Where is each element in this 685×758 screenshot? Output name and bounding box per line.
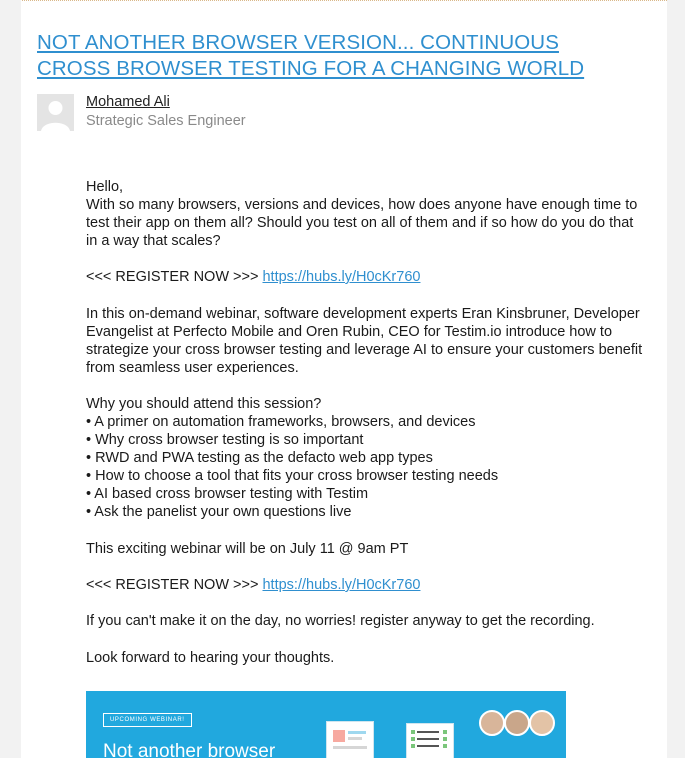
banner-tag: UPCOMING WEBINAR! (103, 713, 192, 727)
description-paragraph: In this on-demand webinar, software development experts Eran Kinsbruner, Developer Evangelist at Perfecto Mobile and Oren Rubin, CEO for Testim.io introduce how to strategize your cross browser testing and leverage AI to ensure your customers benefit from seamless user experiences. (86, 306, 643, 376)
webinar-banner[interactable] (86, 691, 566, 758)
intro-block (86, 178, 646, 250)
register-prefix: <<< REGISTER NOW >>> (86, 269, 263, 285)
profile-card-illustration (326, 721, 374, 758)
list-card-icon (407, 724, 453, 758)
register-link[interactable]: https://hubs.ly/H0cKr760 (262, 577, 421, 593)
bullet-item: • Why cross browser testing is so important (86, 432, 364, 448)
profile-card-icon (327, 722, 373, 758)
bullet-item: • Ask the panelist your own questions live (86, 504, 352, 520)
author-avatar[interactable] (37, 94, 74, 131)
author-name-link[interactable]: Mohamed Ali (86, 94, 170, 110)
recording-note: If you can't make it on the day, no worries! register anyway to get the recording. (86, 613, 595, 629)
register-prefix: <<< REGISTER NOW >>> (86, 577, 263, 593)
person-placeholder-icon (37, 94, 74, 131)
list-card-illustration (406, 723, 454, 758)
greeting: Hello, (86, 179, 124, 195)
bullet-item: • How to choose a tool that fits your cross browser testing needs (86, 468, 499, 484)
banner-title: Not another browser (103, 741, 276, 758)
schedule-text: This exciting webinar will be on July 11 @ 9am PT (86, 541, 409, 557)
register-line-2 (86, 576, 646, 594)
register-line-1 (86, 268, 646, 286)
presenter-avatar (529, 710, 555, 736)
why-heading: Why you should attend this session? (86, 396, 322, 412)
register-link[interactable]: https://hubs.ly/H0cKr760 (262, 269, 421, 285)
presenter-avatar (504, 710, 530, 736)
closing-text: Look forward to hearing your thoughts. (86, 650, 335, 666)
right-frame (667, 0, 685, 758)
bullet-item: • A primer on automation frameworks, browsers, and devices (86, 414, 476, 430)
author-role: Strategic Sales Engineer (86, 113, 246, 129)
post-title-link[interactable]: NOT ANOTHER BROWSER VERSION... CONTINUOUS CROSS BROWSER TESTING FOR A CHANGING WORLD (37, 31, 585, 80)
intro-paragraph: With so many browsers, versions and devices, how does anyone have enough time to test their app on them all? Should you test on all of them and if so how do you do that in a way that scales? (86, 197, 638, 249)
why-section (86, 395, 646, 521)
top-border (0, 0, 685, 3)
left-frame (0, 0, 21, 758)
bullet-item: • AI based cross browser testing with Testim (86, 486, 369, 502)
bullet-item: • RWD and PWA testing as the defacto web app types (86, 450, 433, 466)
presenter-avatar (479, 710, 505, 736)
